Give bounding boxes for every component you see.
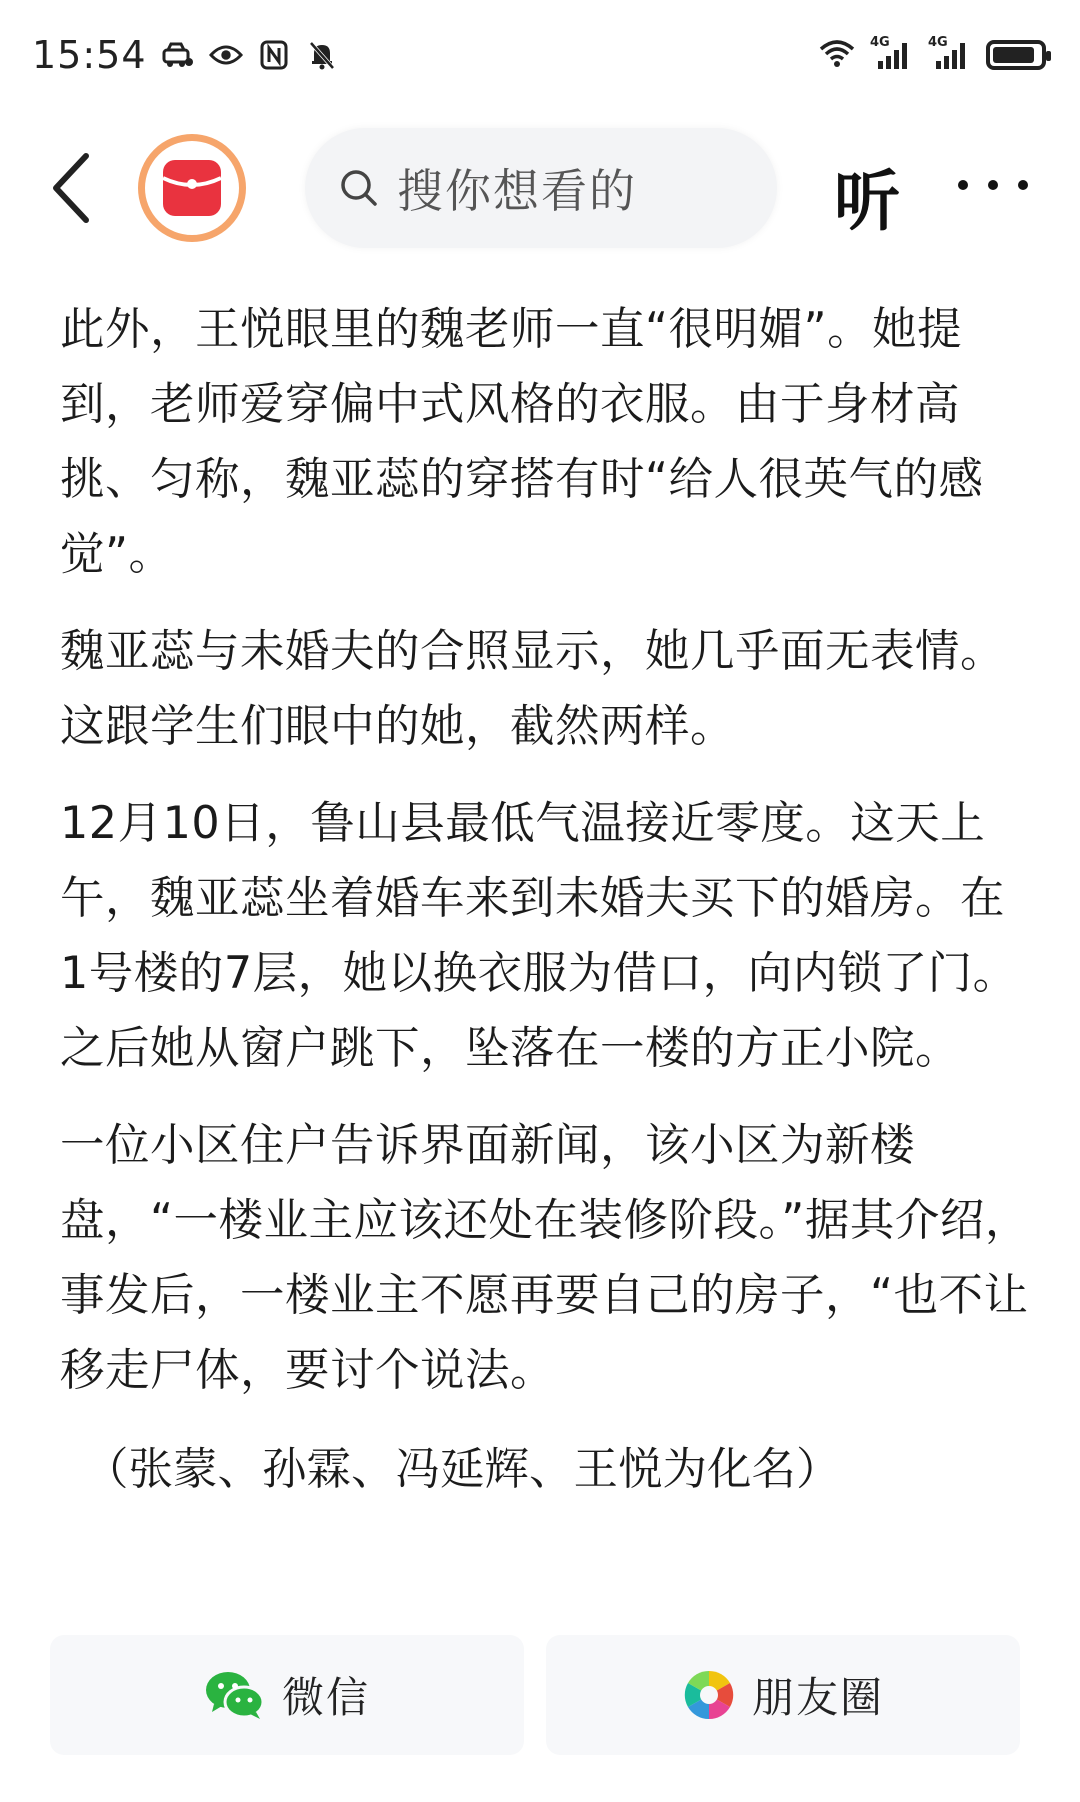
dot: [1018, 180, 1028, 190]
article-paragraph: 此外，王悦眼里的魏老师一直“很明媚”。她提到，老师爱穿偏中式风格的衣服。由于身材高挑、匀称，魏亚蕊的穿搭有时“给人很英气的感觉”。: [60, 304, 984, 580]
status-left: [32, 33, 339, 77]
wifi-icon: [818, 38, 856, 72]
battery-level: [993, 47, 1034, 63]
network-label: 4G: [928, 35, 948, 50]
back-arrow-icon: [48, 150, 98, 226]
app-header: [0, 120, 1080, 250]
car-icon: [161, 38, 195, 72]
signal-4g-icon: [928, 35, 972, 71]
nfc-icon: [257, 38, 291, 72]
mute-bell-icon: [305, 38, 339, 72]
share-wechat-button[interactable]: [50, 1635, 524, 1755]
search-bar[interactable]: [305, 128, 777, 248]
status-bar: [0, 0, 1080, 110]
dot: [988, 180, 998, 190]
signal-4g-icon: [870, 35, 914, 71]
search-placeholder: 搜你想看的: [397, 164, 637, 218]
article-body: [60, 292, 1030, 1507]
network-label: 4G: [870, 35, 890, 50]
search-icon: [339, 168, 379, 208]
app-logo[interactable]: [138, 134, 246, 242]
wechat-icon: [204, 1668, 266, 1722]
eye-icon: [209, 38, 243, 72]
back-button[interactable]: [48, 150, 98, 226]
wechat-label: 微信: [281, 1673, 370, 1722]
share-moments-button[interactable]: [546, 1635, 1020, 1755]
red-envelope-icon: [157, 156, 227, 220]
article-paragraph: 12月10日，鲁山县最低气温接近零度。这天上午，魏亚蕊坐着婚车来到未婚夫买下的婚房。在1号楼的7层，她以换衣服为借口，向内锁了门。之后她从窗户跳下，坠落在一楼的方正小院。: [60, 798, 1018, 1074]
more-options-icon[interactable]: [958, 160, 1028, 210]
battery-icon: [986, 40, 1046, 70]
pseudonym-note: （张蒙、孙霖、冯延辉、王悦为化名）: [84, 1444, 841, 1495]
status-right: [818, 35, 1046, 72]
status-time: 15:54: [32, 33, 147, 77]
dot: [958, 180, 968, 190]
article-paragraph: 魏亚蕊与未婚夫的合照显示，她几乎面无表情。这跟学生们眼中的她，截然两样。: [60, 626, 1006, 752]
moments-icon: [682, 1668, 736, 1722]
share-bar: [50, 1635, 1020, 1755]
listen-button[interactable]: 听: [834, 163, 900, 240]
moments-label: 朋友圈: [751, 1673, 884, 1722]
article-paragraph: 一位小区住户告诉界面新闻，该小区为新楼盘，“一楼业主应该还处在装修阶段。”据其介绍，事发后，一楼业主不愿再要自己的房子，“也不让移走尸体，要讨个说法。: [60, 1120, 1030, 1396]
